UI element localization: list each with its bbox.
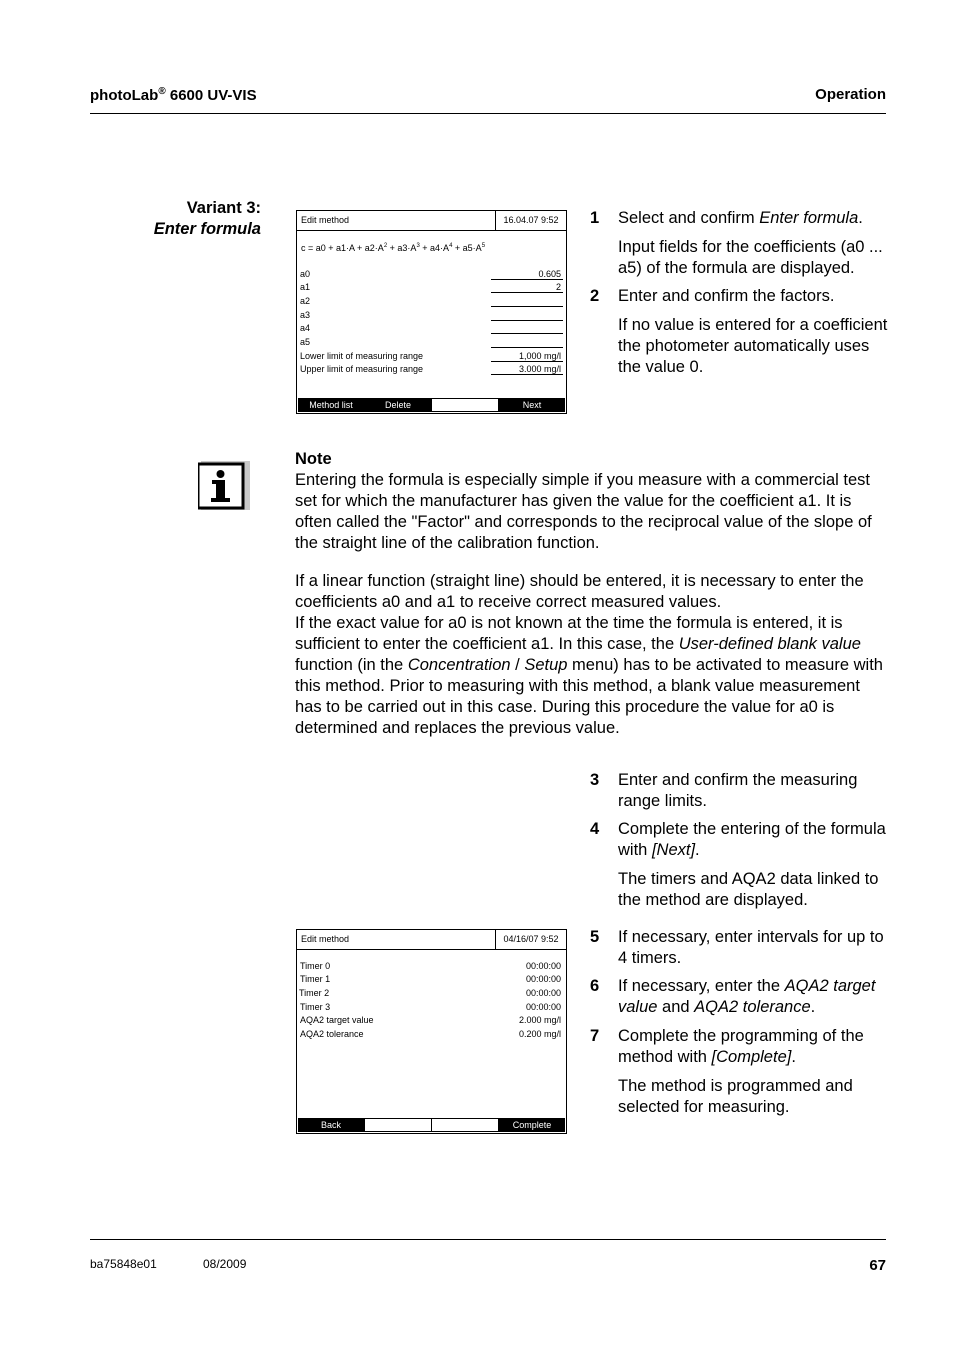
header-product: photoLab® 6600 UV-VIS xyxy=(90,86,257,104)
coef-field[interactable] xyxy=(491,323,563,334)
note-paragraph: Entering the formula is especially simple if you measure with a commercial test set for which the manufacturer has given the value for the coefficient a1. It is often called the "Factor" and corresponds to the reciprocal value of the slope of the straight line of the calibration function. xyxy=(295,471,872,552)
coef-field[interactable] xyxy=(491,310,563,321)
softkey-back[interactable]: Back xyxy=(298,1118,365,1132)
note-paragraph: If a linear function (straight line) should be entered, it is necessary to enter the coefficients a0 and a1 to receive correct measured values. If the exact value for a0 is not known at the time the formula is entered, it is sufficient to enter the coefficient a1. In this case, the User-defined blank value function (in the Concentration / Setup menu) has to be activated to measure with this method. Prior to measuring with this method, a blank value measurement has to be carried out in this case. During this procedure the value for a0 is determined and replaces the previous value. xyxy=(295,572,883,737)
footer-doc-id: ba75848e01 xyxy=(90,1257,157,1271)
header-rule xyxy=(90,113,886,114)
page-number: 67 xyxy=(869,1257,886,1274)
range-field[interactable]: 3.000 mg/l xyxy=(491,364,563,375)
step-7: 7 Complete the programming of the method with [Complete]. The method is programmed and selected for measuring. xyxy=(590,1027,864,1116)
softkey-empty xyxy=(432,398,499,412)
header-section: Operation xyxy=(815,86,886,103)
coef-row-a1[interactable]: a1 2 xyxy=(300,282,561,292)
softkey-complete[interactable]: Complete xyxy=(499,1118,565,1132)
softkey-empty xyxy=(432,1118,499,1132)
coef-row-a5[interactable]: a5 xyxy=(300,336,563,349)
screen-title-bar xyxy=(297,211,566,231)
screen-title: Edit method xyxy=(301,934,350,944)
coef-field[interactable]: 0.605 xyxy=(491,269,563,280)
coef-field[interactable]: 2 xyxy=(491,282,563,293)
softkey-bar xyxy=(298,398,565,412)
softkey-empty xyxy=(365,1118,432,1132)
screen-datetime: 16.04.07 9:52 xyxy=(495,211,566,230)
screen-edit-method-formula xyxy=(296,210,567,414)
timer-row-2[interactable]: Timer 2 00:00:00 xyxy=(299,988,561,998)
range-row-upper[interactable]: Upper limit of measuring range 3.000 mg/l xyxy=(300,364,561,374)
aqa2-tolerance-row[interactable]: AQA2 tolerance 0.200 mg/l xyxy=(300,1029,561,1039)
footer-date: 08/2009 xyxy=(203,1257,247,1271)
timer-row-0[interactable]: Timer 0 00:00:00 xyxy=(300,961,561,971)
timer-row-1[interactable]: Timer 1 00:00:00 xyxy=(300,974,561,984)
coef-row-a2[interactable]: a2 xyxy=(300,295,563,308)
step-2: 2 Enter and confirm the factors. If no value is entered for a coefficient the photometer automatically uses the value 0. xyxy=(590,287,888,376)
coef-row-a3[interactable]: a3 xyxy=(300,309,563,322)
timer-row-3[interactable]: Timer 3 00:00:00 xyxy=(300,1002,561,1012)
step-6: 6 If necessary, enter the AQA2 target value and AQA2 tolerance. xyxy=(590,977,876,1016)
screen-title-bar xyxy=(297,930,566,950)
step-5: 5 If necessary, enter intervals for up to 4 timers. xyxy=(590,928,884,967)
softkey-bar xyxy=(298,1118,565,1132)
screen-edit-method-timers xyxy=(296,929,567,1134)
note-heading: Note xyxy=(295,450,332,468)
footer-rule xyxy=(90,1239,886,1240)
coef-field[interactable] xyxy=(491,296,563,307)
step-3: 3 Enter and confirm the measuring range limits. xyxy=(590,771,858,810)
coef-field[interactable] xyxy=(491,337,563,348)
step-1: 1 Select and confirm Enter formula. Input fields for the coefficients (a0 ... a5) of the formula are displayed. xyxy=(590,209,883,277)
range-field[interactable]: 1,000 mg/l xyxy=(491,351,563,362)
aqa2-target-row[interactable]: AQA2 target value 2.000 mg/l xyxy=(300,1015,561,1025)
softkey-delete[interactable]: Delete xyxy=(365,398,432,412)
softkey-method-list[interactable]: Method list xyxy=(298,398,365,412)
formula-line: $c = a0 + a1\cdot A + a2\cdot A^2 + a3\cdot A^3 + a4\cdot A^4 + a5\cdot A^5$ xyxy=(301,243,486,253)
range-row-lower[interactable]: Lower limit of measuring range 1,000 mg/l xyxy=(300,351,561,361)
note-block xyxy=(295,449,890,739)
coef-row-a0[interactable]: a0 0.605 xyxy=(300,269,561,279)
step-4: 4 Complete the entering of the formula with [Next]. The timers and AQA2 data linked to the method are displayed. xyxy=(590,820,886,909)
coef-row-a4[interactable]: a4 xyxy=(300,322,563,335)
variant-label: Variant 3: Enter formula xyxy=(153,199,261,238)
registered-mark: ® xyxy=(158,86,166,97)
screen-title: Edit method xyxy=(301,215,350,225)
softkey-next[interactable]: Next xyxy=(499,398,565,412)
info-icon xyxy=(198,458,250,510)
screen-datetime: 04/16/07 9:52 xyxy=(495,930,566,949)
